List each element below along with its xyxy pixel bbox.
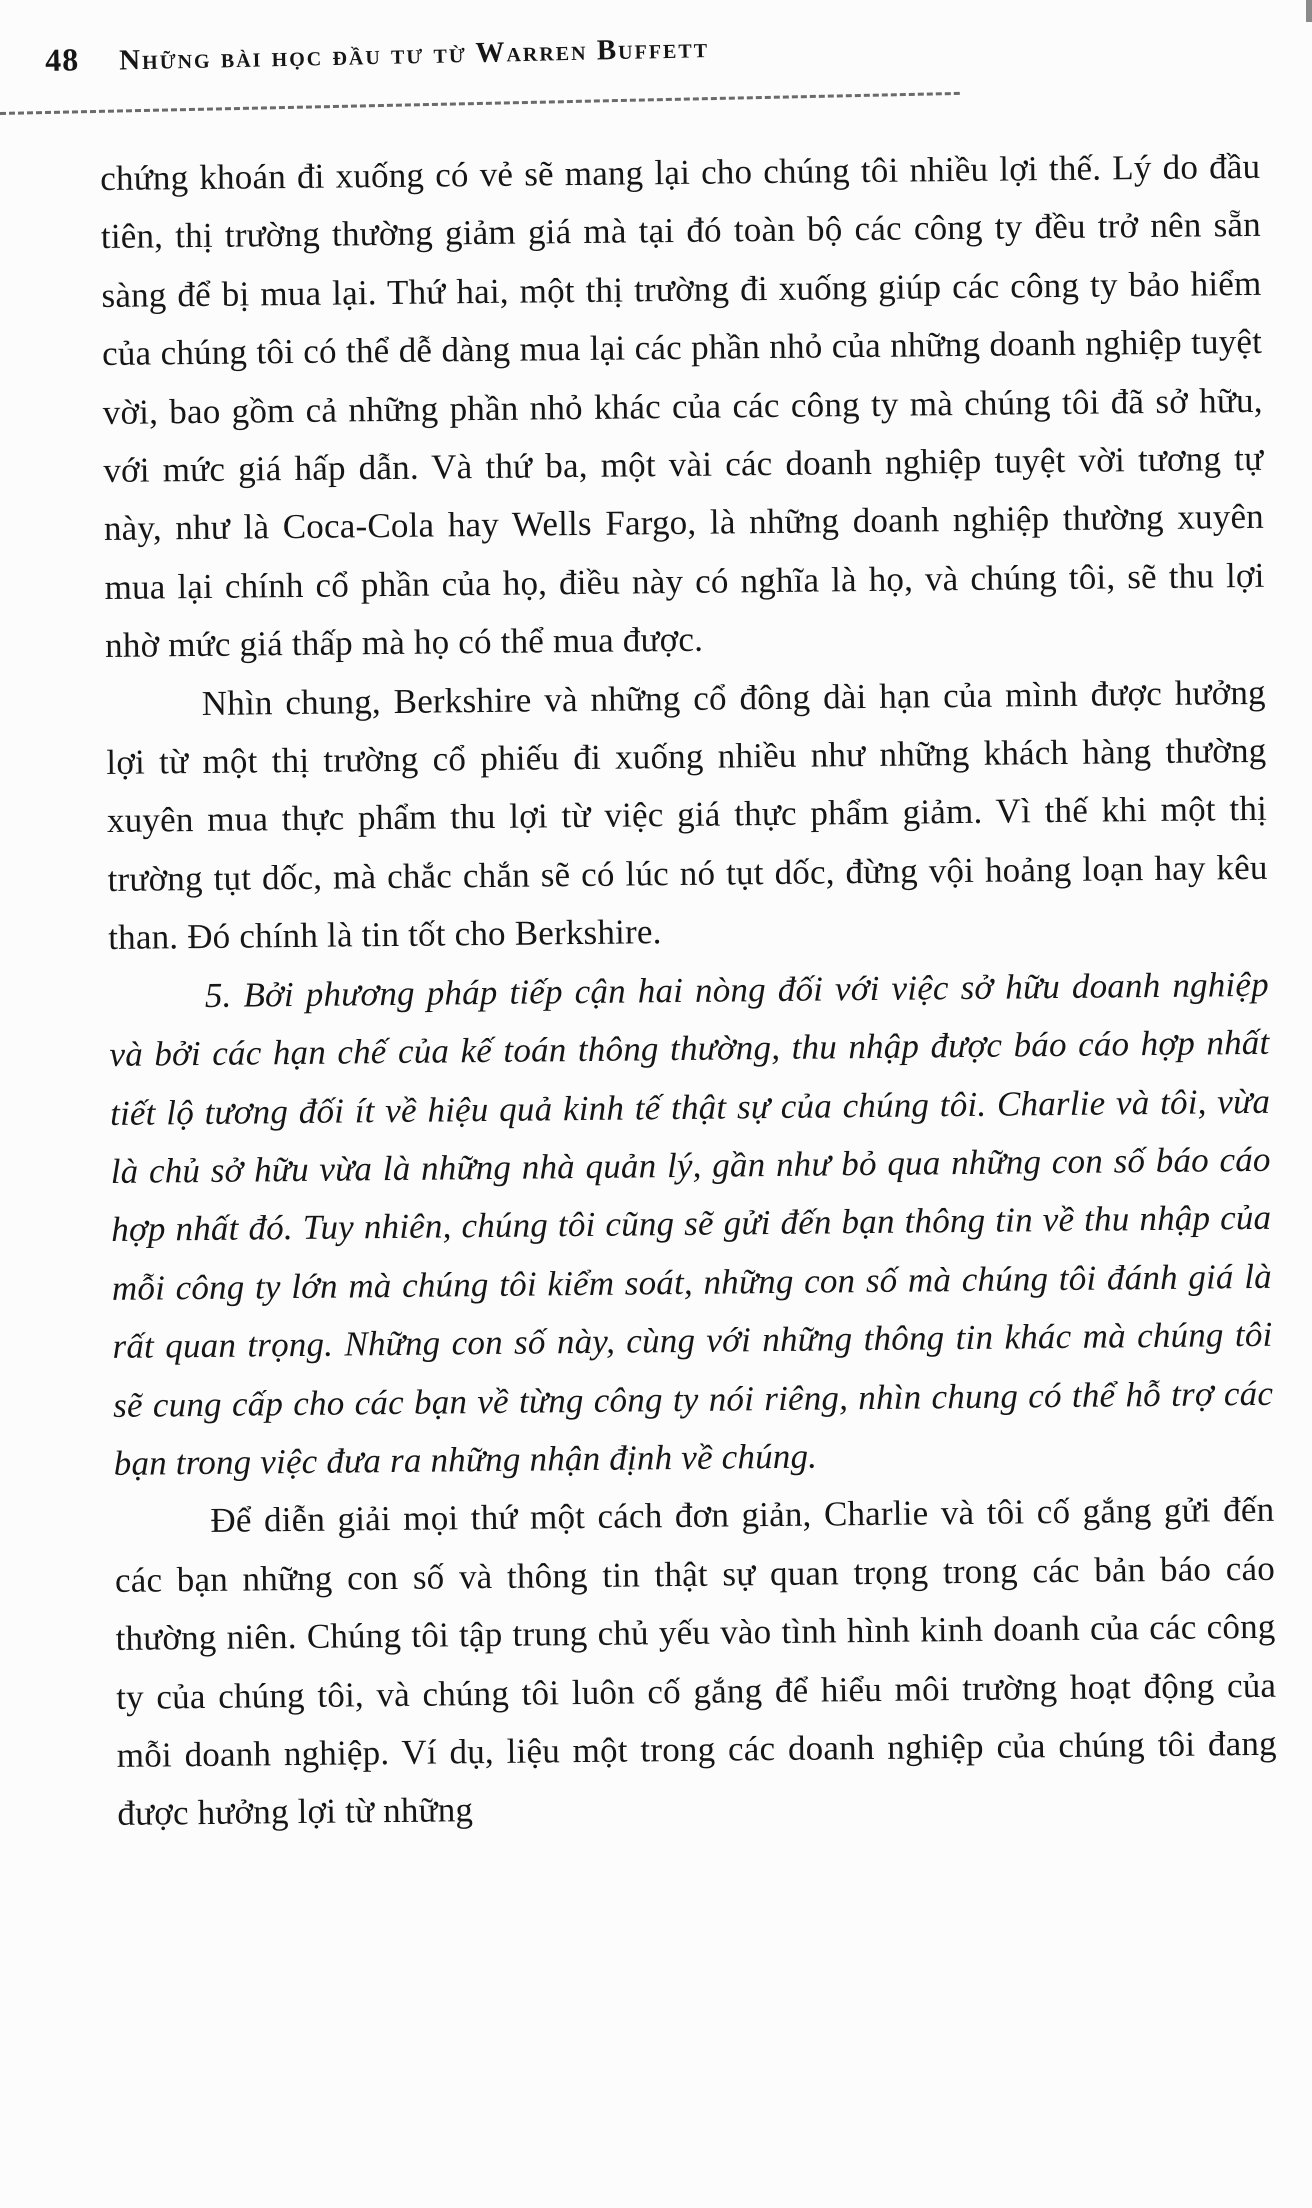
page-header (45, 23, 966, 102)
page-number: 48 (44, 41, 80, 79)
paragraph-berkshire-shareholders: Nhìn chung, Berkshire và những cổ đông dài hạn của mình được hưởng lợi từ một thị trường cổ phiếu đi xuống nhiều như những khách hàng thường xuyên mua thực phẩm thu lợi từ việc giá thực phẩm giảm. Vì thế khi một thị trường tụt dốc, mà chắc chắn sẽ có lúc nó tụt dốc, đừng vội hoảng loạn hay kêu than. Đó chính là tin tốt cho Berkshire. (106, 672, 1268, 958)
paragraph-continuation: chứng khoán đi xuống có vẻ sẽ mang lại cho chúng tôi nhiều lợi thế. Lý do đầu tiên, thị trường thường giảm giá mà tại đó toàn bộ các công ty đều trở nên sẵn sàng để bị mua lại. Thứ hai, một thị trường đi xuống giúp các công ty bảo hiểm của chúng tôi có thể dễ dàng mua lại các phần nhỏ của những doanh nghiệp tuyệt vời, bao gồm cả những phần nhỏ khác của các công ty mà chúng tôi đã sở hữu, với mức giá hấp dẫn. Và thứ ba, một vài các doanh nghiệp tuyệt vời tương tự này, như là Coca-Cola hay Wells Fargo, là những doanh nghiệp thường xuyên mua lại chính cổ phần của họ, điều này có nghĩa là họ, và chúng tôi, sẽ thu lợi nhờ mức giá thấp mà họ có thể mua được. (100, 146, 1265, 666)
paragraph-annual-report: Để diễn giải mọi thứ một cách đơn giản, Charlie và tôi cố gắng gửi đến các bạn những con số và thông tin thật sự quan trọng trong các bản báo cáo thường niên. Chúng tôi tập trung chủ yếu vào tình hình kinh doanh của các công ty của chúng tôi, và chúng tôi luôn cố gắng để hiểu môi trường hoạt động của mỗi doanh nghiệp. Ví dụ, liệu một trong các doanh nghiệp của chúng tôi đang được hưởng lợi từ những (114, 1490, 1277, 1834)
running-title: Những bài học đầu tư từ Warren Buffett (118, 32, 710, 77)
paragraph-principle-5: 5. Bởi phương pháp tiếp cận hai nòng đối với việc sở hữu doanh nghiệp và bởi các hạn chế của kế toán thông thường, thu nhập được báo cáo hợp nhất tiết lộ tương đối ít về hiệu quả kinh tế thật sự của chúng tôi. Charlie và tôi, vừa là chủ sở hữu vừa là những nhà quản lý, gần như bỏ qua những con số báo cáo hợp nhất đó. Tuy nhiên, chúng tôi cũng sẽ gửi đến bạn thông tin về thu nhập của mỗi công ty lớn mà chúng tôi kiểm soát, những con số mà chúng tôi đánh giá là rất quan trọng. Những con số này, cùng với những thông tin khác mà chúng tôi sẽ cung cấp cho các bạn về từng công ty nói riêng, nhìn chung có thể hỗ trợ các bạn trong việc đưa ra những nhận định về chúng. (109, 964, 1274, 1483)
body-text (100, 138, 1278, 1844)
page-edge-mark (1306, 0, 1312, 22)
